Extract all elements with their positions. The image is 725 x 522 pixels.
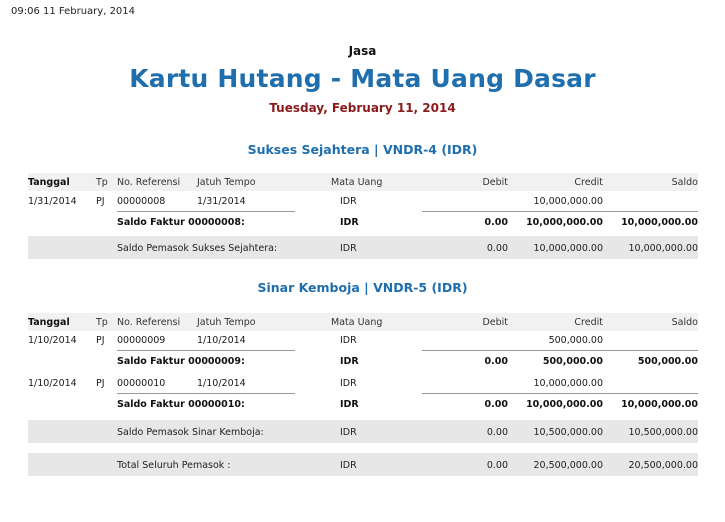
cell-jatuh-tempo: 1/31/2014 — [197, 196, 246, 207]
table-header — [28, 313, 698, 331]
divider — [117, 350, 295, 351]
invoice-subtotal-row — [28, 214, 698, 231]
column-header-ref: No. Referensi — [117, 317, 181, 328]
cell-ref: 00000008 — [117, 196, 166, 207]
column-header-tanggal: Tanggal — [28, 177, 70, 188]
subtotal-saldo: 10,000,000.00 — [621, 399, 698, 410]
divider — [117, 211, 295, 212]
supplier-total-row — [28, 420, 698, 443]
cell-jatuh-tempo: 1/10/2014 — [197, 335, 246, 346]
grand-total-credit: 20,500,000.00 — [533, 460, 603, 471]
column-header-debit: Debit — [482, 177, 508, 188]
subtotal-debit: 0.00 — [484, 399, 508, 410]
subtotal-label: Saldo Faktur 00000009: — [117, 356, 245, 367]
subtotal-credit: 10,000,000.00 — [526, 217, 603, 228]
subtotal-label: Saldo Faktur 00000008: — [117, 217, 245, 228]
supplier-total-saldo: 10,000,000.00 — [628, 243, 698, 254]
column-header-tp: Tp — [96, 317, 108, 328]
supplier-total-debit: 0.00 — [486, 427, 508, 438]
subtotal-mata-uang: IDR — [340, 217, 359, 228]
cell-tanggal: 1/10/2014 — [28, 378, 77, 389]
supplier-heading: Sukses Sejahtera | VNDR-4 (IDR) — [247, 142, 478, 157]
column-header-mata-uang: Mata Uang — [331, 317, 383, 328]
divider — [422, 211, 698, 212]
divider — [422, 350, 698, 351]
column-header-credit: Credit — [574, 317, 603, 328]
supplier-total-debit: 0.00 — [486, 243, 508, 254]
cell-tp: PJ — [96, 378, 105, 389]
invoice-subtotal-row — [28, 396, 698, 413]
subtotal-saldo: 500,000.00 — [637, 356, 698, 367]
cell-tp: PJ — [96, 335, 105, 346]
supplier-heading: Sinar Kemboja | VNDR-5 (IDR) — [257, 280, 468, 295]
divider — [117, 393, 295, 394]
table-row — [28, 332, 698, 349]
supplier-total-label: Saldo Pemasok Sukses Sejahtera: — [117, 243, 278, 254]
supplier-total-credit: 10,500,000.00 — [533, 427, 603, 438]
cell-credit: 10,000,000.00 — [533, 378, 603, 389]
supplier-total-mata-uang: IDR — [340, 243, 357, 254]
column-header-debit: Debit — [482, 317, 508, 328]
cell-credit: 500,000.00 — [548, 335, 603, 346]
report-title: Kartu Hutang - Mata Uang Dasar — [129, 64, 596, 93]
subtotal-debit: 0.00 — [484, 217, 508, 228]
table-row — [28, 375, 698, 392]
grand-total-saldo: 20,500,000.00 — [628, 460, 698, 471]
subtotal-saldo: 10,000,000.00 — [621, 217, 698, 228]
subtotal-credit: 10,000,000.00 — [526, 399, 603, 410]
column-header-jatuh-tempo: Jatuh Tempo — [197, 317, 256, 328]
column-header-saldo: Saldo — [671, 317, 698, 328]
supplier-total-credit: 10,000,000.00 — [533, 243, 603, 254]
column-header-ref: No. Referensi — [117, 177, 181, 188]
subtotal-label: Saldo Faktur 00000010: — [117, 399, 245, 410]
cell-mata-uang: IDR — [340, 378, 357, 389]
report-date: Tuesday, February 11, 2014 — [269, 101, 456, 115]
column-header-tp: Tp — [96, 177, 108, 188]
cell-ref: 00000010 — [117, 378, 166, 389]
divider — [422, 393, 698, 394]
subtotal-debit: 0.00 — [484, 356, 508, 367]
cell-credit: 10,000,000.00 — [533, 196, 603, 207]
invoice-subtotal-row — [28, 353, 698, 370]
supplier-total-saldo: 10,500,000.00 — [628, 427, 698, 438]
supplier-total-row — [28, 236, 698, 259]
column-header-jatuh-tempo: Jatuh Tempo — [197, 177, 256, 188]
column-header-credit: Credit — [574, 177, 603, 188]
subtotal-mata-uang: IDR — [340, 399, 359, 410]
column-header-mata-uang: Mata Uang — [331, 177, 383, 188]
grand-total-mata-uang: IDR — [340, 460, 357, 471]
column-header-tanggal: Tanggal — [28, 317, 70, 328]
supplier-total-mata-uang: IDR — [340, 427, 357, 438]
cell-tanggal: 1/10/2014 — [28, 335, 77, 346]
grand-total-label: Total Seluruh Pemasok : — [117, 460, 231, 471]
table-header — [28, 173, 698, 191]
cell-mata-uang: IDR — [340, 196, 357, 207]
supplier-total-label: Saldo Pemasok Sinar Kemboja: — [117, 427, 264, 438]
table-row — [28, 193, 698, 210]
cell-mata-uang: IDR — [340, 335, 357, 346]
subtotal-credit: 500,000.00 — [542, 356, 603, 367]
subtotal-mata-uang: IDR — [340, 356, 359, 367]
grand-total-debit: 0.00 — [486, 460, 508, 471]
cell-tanggal: 1/31/2014 — [28, 196, 77, 207]
column-header-saldo: Saldo — [671, 177, 698, 188]
report-timestamp: 09:06 11 February, 2014 — [11, 6, 136, 17]
cell-jatuh-tempo: 1/10/2014 — [197, 378, 246, 389]
company-name: Jasa — [348, 44, 377, 58]
cell-ref: 00000009 — [117, 335, 166, 346]
cell-tp: PJ — [96, 196, 105, 207]
grand-total-row — [28, 453, 698, 476]
